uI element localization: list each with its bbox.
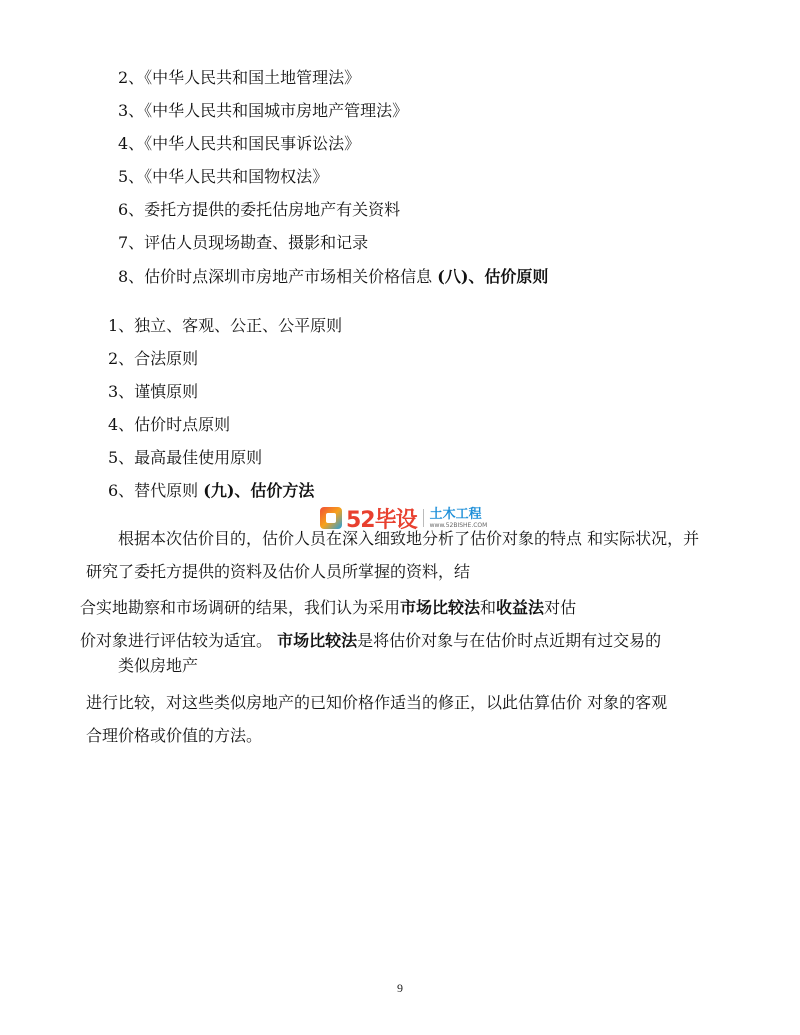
watermark-right	[430, 508, 488, 529]
principle-item-3: 3、谨慎原则	[108, 382, 199, 401]
paragraph-line-2: 研究了委托方提供的资料及估价人员所掌握的资料，结	[86, 562, 471, 581]
section-heading-principles: (八)、估价原则	[437, 267, 549, 286]
paragraph-line-3	[80, 598, 576, 618]
term-market-comparison: 市场比较法	[400, 598, 481, 617]
watermark-subtitle: 土木工程	[429, 506, 482, 522]
watermark-url: www.52BISHE.COM	[429, 521, 488, 529]
paragraph-line-5: 类似房地产	[118, 656, 199, 675]
basis-item-3: 3、《中华人民共和国城市房地产管理法》	[118, 101, 409, 120]
paragraph-line-7: 合理价格或价值的方法。	[86, 726, 263, 745]
logo-icon	[320, 507, 342, 529]
paragraph-line-3-e: 对估	[544, 598, 577, 617]
paragraph-line-3-c: 和	[480, 598, 497, 617]
paragraph-line-4-a: 价对象进行评估较为适宜。	[80, 631, 278, 650]
term-market-comparison-2: 市场比较法	[277, 631, 358, 650]
basis-item-2: 2、《中华人民共和国土地管理法》	[118, 68, 361, 87]
paragraph-line-1: 根据本次估价目的，估价人员在深入细致地分析了估价对象的特点 和实际状况，并	[118, 529, 700, 548]
watermark-logo	[320, 505, 487, 531]
watermark-divider	[423, 509, 424, 527]
watermark-brand: 52毕设	[346, 507, 417, 533]
basis-item-8-text: 8、估价时点深圳市房地产市场相关价格信息	[118, 267, 438, 286]
principle-item-5: 5、最高最佳使用原则	[108, 448, 263, 467]
basis-item-4: 4、《中华人民共和国民事诉讼法》	[118, 134, 361, 153]
basis-item-7: 7、评估人员现场勘查、摄影和记录	[118, 233, 369, 252]
paragraph-line-4	[80, 631, 661, 651]
principle-item-4: 4、估价时点原则	[108, 415, 231, 434]
paragraph-line-4-c: 是将估价对象与在估价时点近期有过交易的	[357, 631, 662, 650]
section-heading-methods: (九)、估价方法	[203, 481, 315, 500]
basis-item-8	[118, 267, 548, 287]
paragraph-line-6: 进行比较，对这些类似房地产的已知价格作适当的修正，以此估算估价 对象的客观	[86, 693, 668, 712]
paragraph-line-3-a: 合实地勘察和市场调研的结果，我们认为采用	[80, 598, 401, 617]
principle-item-6	[108, 481, 314, 501]
page-number: 9	[397, 981, 403, 995]
principle-item-6-text: 6、替代原则	[108, 481, 204, 500]
term-income-approach: 收益法	[496, 598, 545, 617]
basis-item-6: 6、委托方提供的委托估房地产有关资料	[118, 200, 401, 219]
principle-item-2: 2、合法原则	[108, 349, 199, 368]
basis-item-5: 5、《中华人民共和国物权法》	[118, 167, 329, 186]
principle-item-1: 1、独立、客观、公正、公平原则	[108, 316, 343, 335]
